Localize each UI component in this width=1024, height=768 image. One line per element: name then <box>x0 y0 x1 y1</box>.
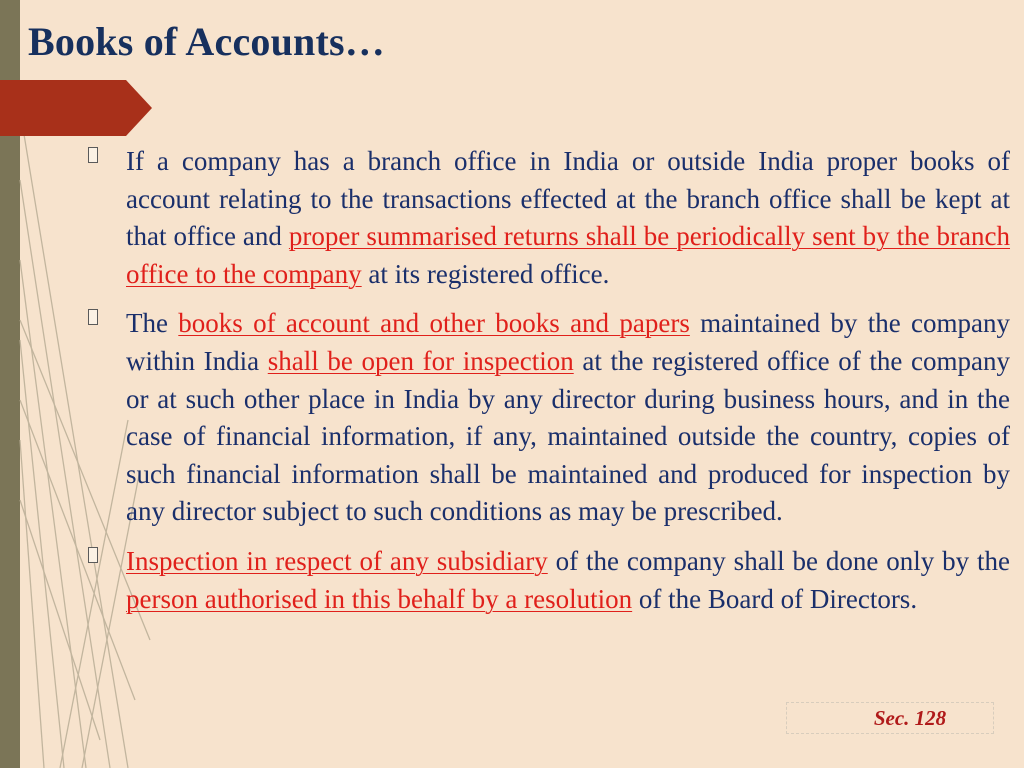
text-segment: at the registered office of the company or at such other place in India by any director during business hours, and in the case of financial information, if any, maintained outside the country, copies of such financial information shall be maintained and produced for inspection by any director subject to such conditions as may be prescribed. <box>126 345 1010 527</box>
highlighted-text: person authorised in this behalf by a resolution <box>126 583 633 614</box>
highlighted-text: proper summarised returns shall be periodically sent by the branch office to the company <box>126 221 1010 289</box>
text-segment: of the company shall be done only by the <box>547 545 1010 576</box>
text-segment: at its registered office. <box>361 258 610 289</box>
bullet-text <box>126 543 1010 618</box>
square-bullet-icon <box>88 309 98 325</box>
text-segment: of the Board of Directors. <box>632 583 918 614</box>
bullet-item <box>126 143 1010 293</box>
arrow-banner <box>0 80 152 136</box>
section-reference: Sec. 128 <box>873 705 947 730</box>
highlighted-text: books of account and other books and papers <box>178 308 690 339</box>
square-bullet-icon <box>88 147 98 163</box>
square-bullet-icon <box>88 547 98 563</box>
bullet-text <box>126 305 1010 531</box>
bullet-text <box>126 143 1010 293</box>
text-segment: The <box>126 308 179 339</box>
slide-content <box>126 143 1010 630</box>
highlighted-text: Inspection in respect of any subsidiary <box>126 545 548 576</box>
text-segment: maintained by the company within India <box>126 308 1010 376</box>
section-reference-box <box>786 702 994 734</box>
text-segment: If a company has a branch office in India or outside India proper books of account relating to the transactions effected at the branch office shall be kept at that office and <box>126 146 1010 252</box>
bullet-item <box>126 305 1010 531</box>
highlighted-text: shall be open for inspection <box>267 345 574 376</box>
bullet-item <box>126 543 1010 618</box>
slide-title: Books of Accounts… <box>28 19 385 64</box>
